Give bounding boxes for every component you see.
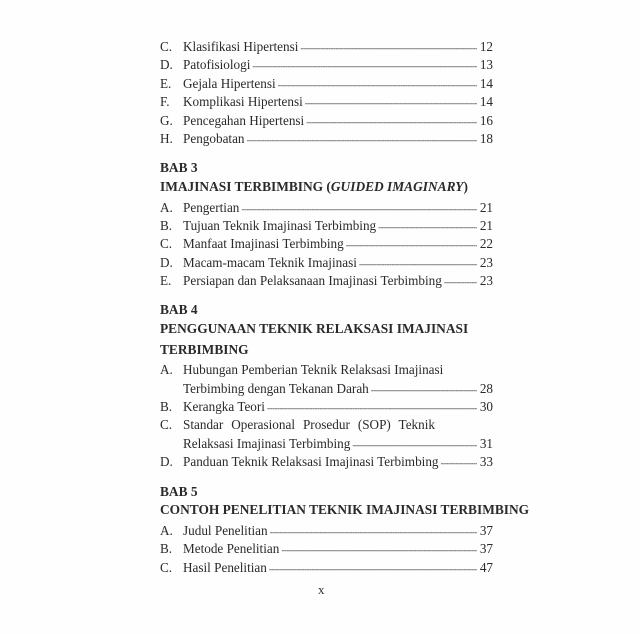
entry-letter: D. <box>160 57 173 73</box>
toc-entry[interactable] <box>160 199 493 217</box>
toc-entry[interactable] <box>160 380 493 398</box>
dot-leader <box>270 523 477 541</box>
dot-leader <box>359 255 477 273</box>
entry-page-number: 28 <box>479 380 493 396</box>
entry-title: Pencegahan Hipertensi <box>183 112 305 128</box>
entry-letter: B. <box>160 399 173 415</box>
toc-entry[interactable] <box>160 559 493 577</box>
toc-entry[interactable] <box>160 540 493 558</box>
toc-entry[interactable] <box>160 453 493 471</box>
entry-letter: B. <box>160 217 173 233</box>
entry-letter: E. <box>160 75 172 91</box>
toc-entry[interactable] <box>160 435 493 453</box>
entry-title: Komplikasi Hipertensi <box>183 94 303 110</box>
entry-title: Judul Penelitian <box>183 522 268 538</box>
entry-title: Patofisiologi <box>183 57 251 73</box>
entry-title: Pengobatan <box>183 130 245 146</box>
chapter-title-line-1[interactable]: PENGGUNAAN TEKNIK RELAKSASI IMAJINASI <box>160 321 469 337</box>
entry-title: Panduan Teknik Relaksasi Imajinasi Terbimbing <box>183 454 439 470</box>
entry-page-number: 18 <box>479 130 493 146</box>
entry-page-number: 21 <box>479 199 493 215</box>
entry-page-number: 21 <box>479 217 493 233</box>
chapter-title[interactable]: CONTOH PENELITIAN TEKNIK IMAJINASI TERBIMBING <box>160 502 530 518</box>
entry-page-number: 47 <box>479 559 493 575</box>
entry-page-number: 14 <box>479 75 493 91</box>
dot-leader <box>269 560 477 578</box>
entry-letter: C. <box>160 236 173 252</box>
dot-leader <box>441 454 477 472</box>
dot-leader <box>278 76 477 94</box>
toc-entry-line-1[interactable] <box>160 361 493 379</box>
dot-leader <box>346 236 477 254</box>
toc-entry[interactable] <box>160 235 493 253</box>
entry-page-number: 13 <box>479 57 493 73</box>
toc-section-bab-5 <box>160 483 530 577</box>
chapter-title[interactable]: IMAJINASI TERBIMBING (GUIDED IMAGINARY) <box>160 178 468 194</box>
dot-leader <box>352 436 477 454</box>
chapter-title-line-2[interactable]: TERBIMBING <box>160 341 249 357</box>
entry-title: Klasifikasi Hipertensi <box>183 39 299 54</box>
entry-page-number: 22 <box>479 236 493 252</box>
entry-letter: C. <box>160 417 173 433</box>
dot-leader <box>241 200 477 218</box>
toc-entry[interactable] <box>160 75 493 93</box>
toc-entry-line-1[interactable] <box>160 416 493 434</box>
entry-title: Metode Penelitian <box>183 541 280 557</box>
entry-page-number: 23 <box>479 273 493 289</box>
entry-title: Kerangka Teori <box>183 399 265 415</box>
toc-entry[interactable] <box>160 398 493 416</box>
entry-letter: B. <box>160 541 173 557</box>
entry-letter: F. <box>160 94 170 110</box>
entry-page-number: 30 <box>479 399 493 415</box>
page-number: x <box>318 582 325 597</box>
chapter-label: BAB 5 <box>160 483 198 499</box>
dot-leader <box>267 399 477 417</box>
entry-page-number: 33 <box>479 454 493 470</box>
entry-page-number: 23 <box>479 254 493 270</box>
entry-letter: D. <box>160 254 173 270</box>
entry-letter: A. <box>160 199 173 215</box>
dot-leader <box>281 541 477 559</box>
entry-letter: D. <box>160 454 173 470</box>
dot-leader <box>306 113 477 131</box>
toc-entry[interactable] <box>160 272 493 290</box>
entry-letter: E. <box>160 273 172 289</box>
toc-entry[interactable] <box>160 93 493 111</box>
toc-section-bab-3 <box>160 159 493 290</box>
toc-entry[interactable] <box>160 112 493 130</box>
dot-leader <box>371 381 477 399</box>
chapter-label: BAB 4 <box>160 302 198 318</box>
toc-entry[interactable] <box>160 522 493 540</box>
dot-leader <box>378 218 477 236</box>
entry-title: Terbimbing dengan Tekanan Darah <box>183 380 369 396</box>
dot-leader <box>247 131 477 149</box>
toc-entry[interactable] <box>160 38 493 56</box>
entry-page-number: 37 <box>479 522 493 538</box>
entry-title-line-1: Standar Operasional Prosedur (SOP) Teknik <box>183 417 435 433</box>
toc-section-bab-2-continued <box>160 38 493 148</box>
entry-title: Hasil Penelitian <box>183 559 267 575</box>
table-of-contents <box>160 38 530 577</box>
toc-entry[interactable] <box>160 217 493 235</box>
entry-title-line-1: Hubungan Pemberian Teknik Relaksasi Imajinasi <box>183 362 444 378</box>
entry-title: Persiapan dan Pelaksanaan Imajinasi Terbimbing <box>183 273 442 289</box>
entry-letter: A. <box>160 522 173 538</box>
entry-letter: C. <box>160 559 173 575</box>
entry-letter: H. <box>160 130 173 146</box>
entry-letter: C. <box>160 39 173 54</box>
entry-page-number: 12 <box>479 39 493 54</box>
chapter-label: BAB 3 <box>160 160 198 176</box>
toc-entry[interactable] <box>160 56 493 74</box>
dot-leader <box>305 94 477 112</box>
entry-letter: A. <box>160 362 173 378</box>
entry-title: Manfaat Imajinasi Terbimbing <box>183 236 344 252</box>
entry-title: Relaksasi Imajinasi Terbimbing <box>183 435 351 451</box>
entry-page-number: 31 <box>479 435 493 451</box>
dot-leader <box>300 39 477 57</box>
entry-page-number: 14 <box>479 94 493 110</box>
dot-leader <box>252 57 477 75</box>
entry-page-number: 16 <box>479 112 493 128</box>
entry-letter: G. <box>160 112 173 128</box>
entry-page-number: 37 <box>479 541 493 557</box>
dot-leader <box>444 273 477 291</box>
entry-title: Tujuan Teknik Imajinasi Terbimbing <box>183 217 377 233</box>
toc-section-bab-4 <box>160 301 493 471</box>
entry-title: Macam-macam Teknik Imajinasi <box>183 254 357 270</box>
entry-title: Gejala Hipertensi <box>183 75 276 91</box>
toc-entry[interactable] <box>160 130 493 148</box>
entry-title: Pengertian <box>183 199 240 215</box>
toc-entry[interactable] <box>160 254 493 272</box>
